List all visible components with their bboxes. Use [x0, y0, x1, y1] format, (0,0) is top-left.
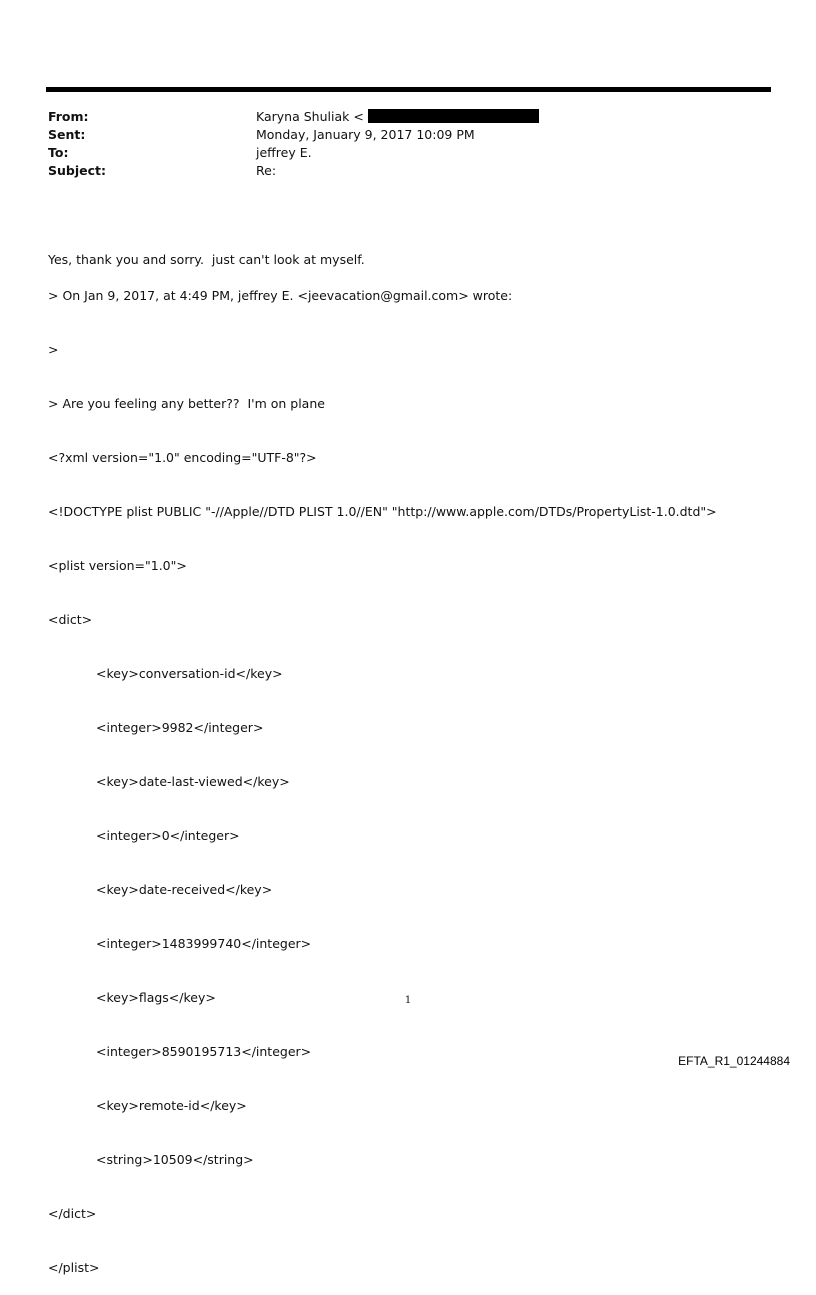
from-label: From: [48, 109, 89, 124]
plist-item: <key>flags</key> [96, 990, 216, 1005]
plist-item: <key>date-last-viewed</key> [96, 774, 290, 789]
document-id: EFTA_R1_01244884 [678, 1054, 790, 1068]
redaction-box [368, 109, 539, 123]
plist-item: <integer>0</integer> [96, 828, 240, 843]
sent-row [48, 126, 748, 144]
plist-item: <key>date-received</key> [96, 882, 273, 897]
subject-row [48, 162, 748, 180]
to-row [48, 144, 748, 162]
plist-item: <integer>9982</integer> [96, 720, 264, 735]
from-name: Karyna Shuliak < [256, 109, 364, 124]
from-value [256, 108, 539, 126]
plist-item: <key>conversation-id</key> [96, 666, 283, 681]
plist-item: <integer>1483999740</integer> [96, 936, 312, 951]
sent-label: Sent: [48, 127, 86, 142]
plist-item: <key>remote-id</key> [96, 1098, 247, 1113]
quoted-line: > [48, 342, 59, 357]
to-label: To: [48, 145, 69, 160]
plist-line: <?xml version="1.0" encoding="UTF-8"?> [48, 450, 317, 465]
quoted-message [48, 251, 717, 1295]
quoted-line: > On Jan 9, 2017, at 4:49 PM, jeffrey E. <jeevacation@gmail.com> wrote: [48, 288, 513, 303]
plist-line: <dict> [48, 612, 93, 627]
reply-text: Yes, thank you and sorry. just can't look at myself. [48, 252, 365, 267]
to-value: jeffrey E. [256, 145, 312, 160]
plist-line: </dict> [48, 1206, 97, 1221]
from-row [48, 108, 748, 126]
quoted-line: > Are you feeling any better?? I'm on plane [48, 396, 325, 411]
plist-item: <string>10509</string> [96, 1152, 254, 1167]
sent-value: Monday, January 9, 2017 10:09 PM [256, 127, 475, 142]
email-header [48, 108, 748, 180]
plist-item: <integer>8590195713</integer> [96, 1044, 312, 1059]
page-number: 1 [404, 995, 412, 1006]
plist-line: <!DOCTYPE plist PUBLIC "-//Apple//DTD PLIST 1.0//EN" "http://www.apple.com/DTDs/PropertyList-1.0.dtd"> [48, 504, 717, 519]
plist-line: <plist version="1.0"> [48, 558, 187, 573]
header-divider [46, 87, 771, 92]
plist-line: </plist> [48, 1260, 100, 1275]
subject-value: Re: [256, 163, 277, 178]
subject-label: Subject: [48, 163, 106, 178]
